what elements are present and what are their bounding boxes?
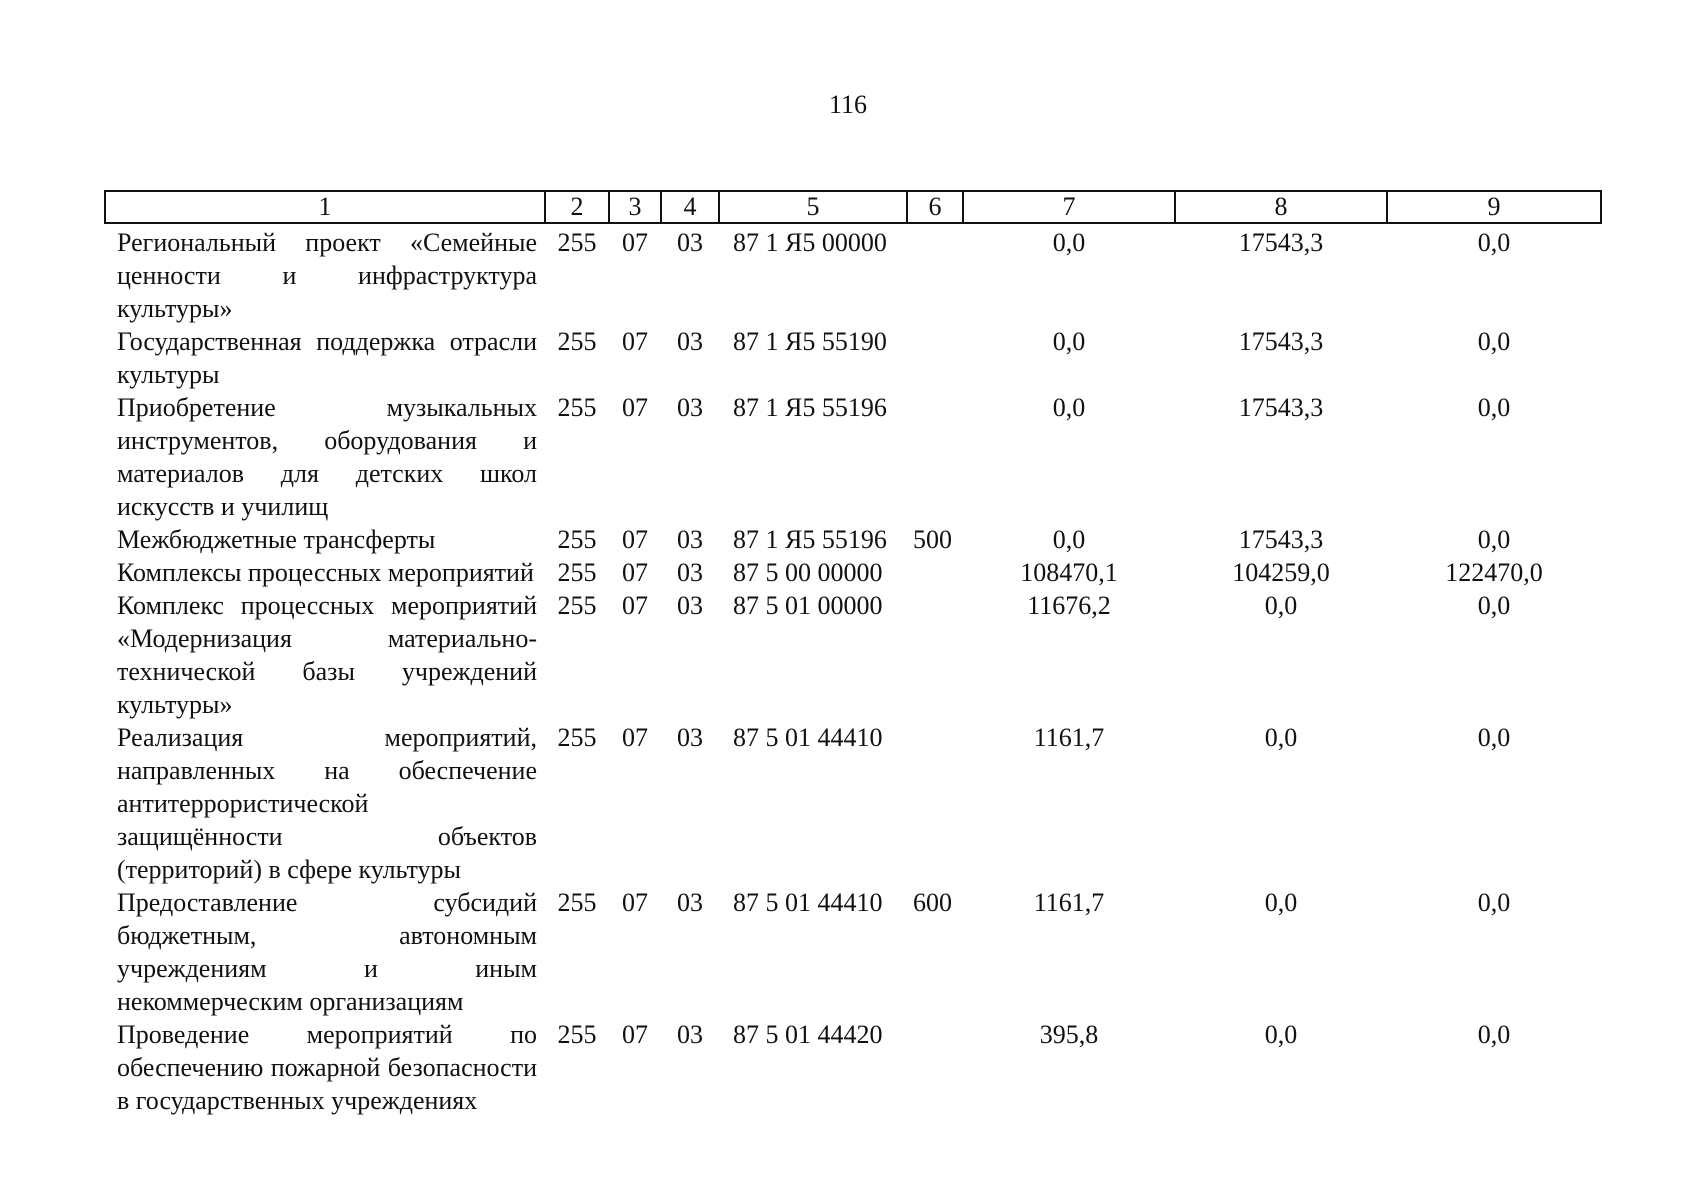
row-col2: 255 — [557, 228, 597, 257]
row-name: Приобретение музыкальных инструментов, оборудования и материалов для детских школ искусств и училищ — [117, 393, 537, 521]
row-col3: 07 — [622, 723, 648, 752]
row-col3: 07 — [622, 327, 648, 356]
row-col5: 87 5 01 44410 — [733, 723, 883, 752]
table-row — [105, 523, 1601, 556]
header-cell: 3 — [609, 191, 661, 223]
page-number: 116 — [828, 90, 868, 119]
row-col7: 395,8 — [1039, 1020, 1099, 1049]
row-col2: 255 — [557, 327, 597, 356]
row-col7: 1161,7 — [1033, 888, 1105, 917]
row-col4: 03 — [677, 591, 703, 620]
header-cell: 6 — [907, 191, 963, 223]
row-col7: 11676,2 — [1027, 591, 1111, 620]
row-col8: 17543,3 — [1238, 525, 1324, 554]
table-row — [105, 1018, 1601, 1117]
row-col5: 87 1 Я5 55196 — [733, 393, 887, 422]
table-row — [105, 391, 1601, 523]
header-row — [105, 191, 1601, 223]
row-col7: 0,0 — [1052, 327, 1086, 356]
header-cell: 9 — [1387, 191, 1601, 223]
row-col2: 255 — [557, 888, 597, 917]
row-col6 — [907, 1018, 963, 1117]
row-col8: 17543,3 — [1238, 393, 1324, 422]
row-col6 — [907, 325, 963, 391]
header-cell: 5 — [719, 191, 907, 223]
row-col9: 0,0 — [1477, 393, 1511, 422]
row-col7: 1161,7 — [1033, 723, 1105, 752]
row-name: Комплексы процессных мероприятий — [117, 558, 534, 587]
row-col6 — [907, 391, 963, 523]
row-col4: 03 — [677, 1020, 703, 1049]
row-col4: 03 — [677, 525, 703, 554]
row-col7: 0,0 — [1052, 393, 1086, 422]
header-cell: 4 — [661, 191, 719, 223]
table-row — [105, 223, 1601, 325]
row-col3: 07 — [622, 525, 648, 554]
table-row — [105, 721, 1601, 886]
row-col3: 07 — [622, 558, 648, 587]
row-col4: 03 — [677, 888, 703, 917]
row-col4: 03 — [677, 558, 703, 587]
row-col8: 104259,0 — [1232, 558, 1330, 587]
row-col4: 03 — [677, 327, 703, 356]
row-col6 — [907, 589, 963, 721]
row-col3: 07 — [622, 888, 648, 917]
row-col2: 255 — [557, 591, 597, 620]
table-row — [105, 589, 1601, 721]
row-name: Реализация мероприятий, направленных на обеспечение антитеррористической защищённости объектов (территорий) в сфере культуры — [117, 723, 537, 884]
row-col8: 17543,3 — [1238, 228, 1324, 257]
row-col5: 87 1 Я5 55196 — [733, 525, 887, 554]
row-name: Государственная поддержка отрасли культуры — [117, 327, 537, 389]
header-cell: 2 — [545, 191, 609, 223]
row-col8: 0,0 — [1264, 723, 1298, 752]
row-col4: 03 — [677, 228, 703, 257]
row-col5: 87 5 01 44410 — [733, 888, 883, 917]
budget-table — [104, 190, 1602, 1117]
row-col3: 07 — [622, 1020, 648, 1049]
row-col5: 87 5 01 00000 — [733, 591, 883, 620]
row-col9: 0,0 — [1477, 1020, 1511, 1049]
row-col9: 0,0 — [1477, 327, 1511, 356]
row-col5: 87 1 Я5 55190 — [733, 327, 887, 356]
row-col8: 0,0 — [1264, 888, 1298, 917]
row-name: Предоставление субсидий бюджетным, автономным учреждениям и иным некоммерческим организациям — [117, 888, 537, 1016]
row-col9: 0,0 — [1477, 525, 1511, 554]
row-col5: 87 5 00 00000 — [733, 558, 883, 587]
row-col6 — [907, 556, 963, 589]
row-col5: 87 1 Я5 00000 — [733, 228, 887, 257]
row-col6 — [907, 721, 963, 886]
row-col2: 255 — [557, 723, 597, 752]
row-col9: 0,0 — [1477, 888, 1511, 917]
row-col5: 87 5 01 44420 — [733, 1020, 883, 1049]
header-cell: 8 — [1175, 191, 1387, 223]
row-col7: 0,0 — [1052, 525, 1086, 554]
row-col9: 0,0 — [1477, 723, 1511, 752]
row-col7: 0,0 — [1052, 228, 1086, 257]
row-col2: 255 — [557, 558, 597, 587]
row-col2: 255 — [557, 393, 597, 422]
row-name: Комплекс процессных мероприятий «Модернизация материально-технической базы учреждений культуры» — [117, 591, 537, 719]
table-row — [105, 556, 1601, 589]
row-name: Региональный проект «Семейные ценности и инфраструктура культуры» — [117, 228, 537, 323]
row-col2: 255 — [557, 525, 597, 554]
row-col9: 0,0 — [1477, 228, 1511, 257]
row-name: Межбюджетные трансферты — [117, 525, 436, 554]
row-col4: 03 — [677, 723, 703, 752]
row-col9: 122470,0 — [1445, 558, 1543, 587]
row-col4: 03 — [677, 393, 703, 422]
row-col8: 0,0 — [1264, 1020, 1298, 1049]
row-col8: 0,0 — [1264, 591, 1298, 620]
row-col6: 600 — [913, 888, 952, 917]
header-cell: 1 — [105, 191, 545, 223]
row-col3: 07 — [622, 228, 648, 257]
row-col6: 500 — [913, 525, 952, 554]
row-col3: 07 — [622, 393, 648, 422]
row-col9: 0,0 — [1477, 591, 1511, 620]
row-col3: 07 — [622, 591, 648, 620]
header-cell: 7 — [963, 191, 1175, 223]
table-row — [105, 886, 1601, 1018]
row-col2: 255 — [557, 1020, 597, 1049]
row-col8: 17543,3 — [1238, 327, 1324, 356]
row-col7: 108470,1 — [1020, 558, 1118, 587]
row-name: Проведение мероприятий по обеспечению пожарной безопасности в государственных учреждениях — [117, 1020, 537, 1115]
row-col6 — [907, 223, 963, 325]
table-row — [105, 325, 1601, 391]
